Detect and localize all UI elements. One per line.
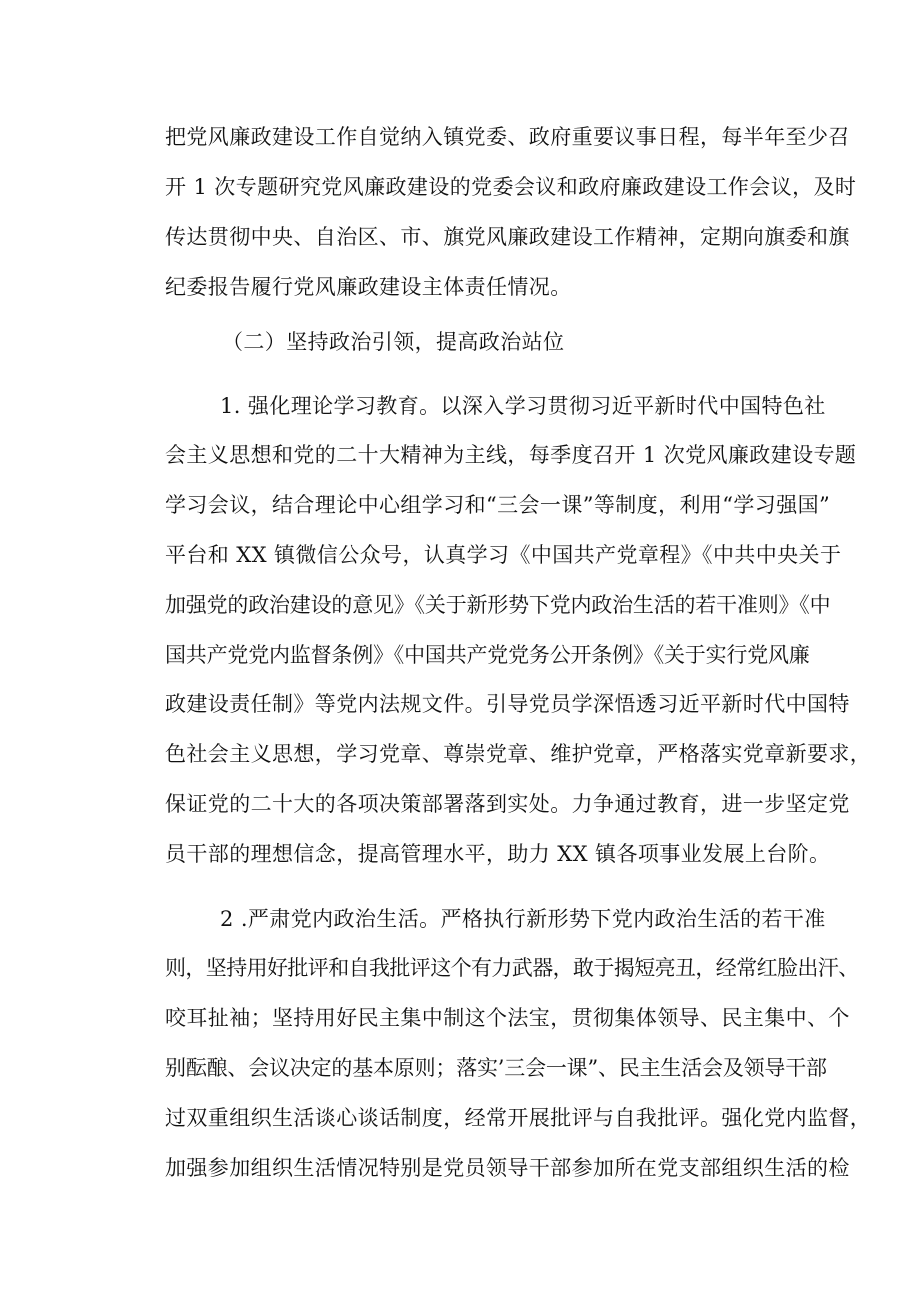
paragraph-2-line-7: 政建设责任制》等党内法规文件。引导党员学深悟透习近平新时代中国特 — [165, 692, 850, 716]
paragraph-2-line-9: 保证党的二十大的各项决策部署落到实处。力争通过教育，进一步坚定党 — [165, 792, 850, 816]
paragraph-1-line-4: 纪委报告履行党风廉政建设主体责任情况。 — [165, 275, 572, 299]
paragraph-2-line-3: 学习会议，结合理论中心组学习和“三会一课”等制度，利用“学习强国” — [165, 493, 831, 517]
paragraph-3-line-5: 过双重组织生活谈心谈话制度，经常开展批评与自我批评。强化党内监督， — [165, 1106, 872, 1130]
paragraph-1-line-1: 把党风廉政建设工作自觉纳入镇党委、政府重要议事日程，每半年至少召 — [165, 125, 850, 149]
paragraph-1-line-3: 传达贯彻中央、自治区、市、旗党风廉政建设工作精神，定期向旗委和旗 — [165, 225, 850, 249]
paragraph-2-line-10: 员干部的理想信念，提高管理水平，助力 XX 镇各项事业发展上台阶。 — [165, 842, 831, 866]
paragraph-2-line-2: 会主义思想和党的二十大精神为主线，每季度召开 1 次党风廉政建设专题 — [165, 443, 857, 467]
paragraph-2-line-4: 平台和 XX 镇微信公众号，认真学习《中国共产党章程》《中共中央关于 — [165, 543, 842, 567]
paragraph-3-line-4: 别酝酿、会议决定的基本原则；落实’三会一课”、民主生活会及领导干部 — [165, 1056, 827, 1080]
paragraph-2-line-6: 国共产党党内监督条例》《中国共产党党务公开条例》《关于实行党风廉 — [165, 643, 810, 667]
paragraph-3-line-1: 2 .严肃党内政治生活。严格执行新形势下党内政治生活的若干准 — [220, 907, 826, 931]
paragraph-2-line-5: 加强党的政治建设的意见》《关于新形势下党内政治生活的若干准则》《中 — [165, 593, 831, 617]
paragraph-3-line-2: 则，坚持用好批评和自我批评这个有力武器，敢于揭短亮丑，经常红脸出汗、 — [165, 956, 859, 980]
paragraph-3-line-6: 加强参加组织生活情况特别是党员领导干部参加所在党支部组织生活的检 — [165, 1156, 850, 1180]
paragraph-1-line-2: 开 1 次专题研究党风廉政建设的党委会议和政府廉政建设工作会议，及时 — [165, 175, 857, 199]
paragraph-3-line-3: 咬耳扯袖；坚持用好民主集中制这个法宝，贯彻集体领导、民主集中、个 — [165, 1006, 850, 1030]
section-heading-2: （二）坚持政治引领，提高政治站位 — [222, 330, 565, 354]
paragraph-2-line-1: 1. 强化理论学习教育。以深入学习贯彻习近平新时代中国特色社 — [220, 394, 826, 418]
paragraph-2-line-8: 色社会主义思想，学习党章、尊崇党章、维护党章，严格落实党章新要求， — [165, 742, 872, 766]
